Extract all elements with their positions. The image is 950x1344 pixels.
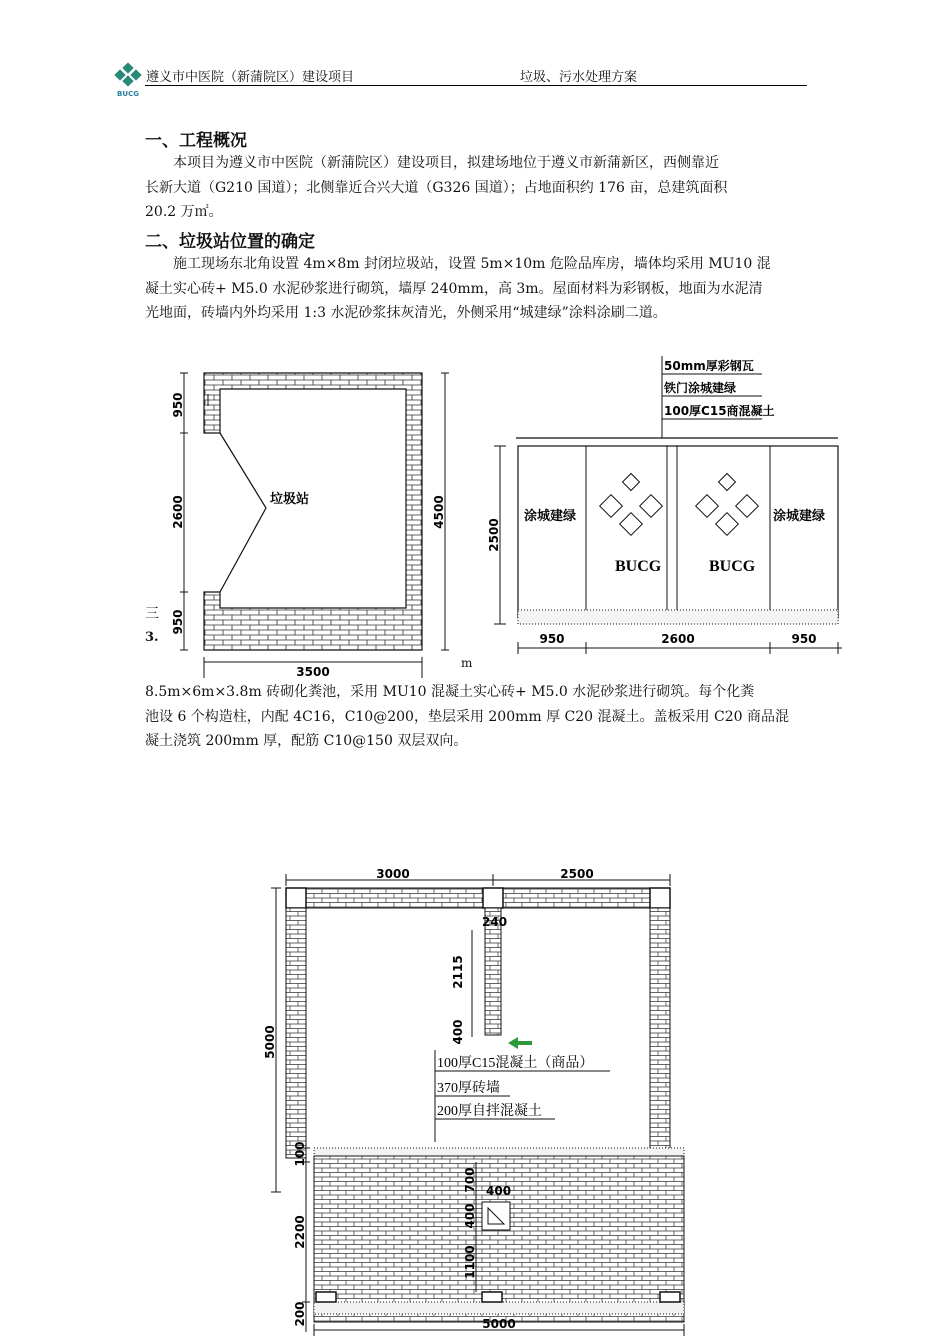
section-1-line: 长新大道（G210 国道）；北侧靠近合兴大道（G326 国道）；占地面积约 176 亩，总建筑面积 — [145, 179, 728, 196]
section-1-paragraph — [145, 151, 807, 225]
garbage-station-elevation — [480, 352, 850, 662]
dim-label: 950 — [171, 609, 185, 635]
section-3-line: 凝土浇筑 200mm 厚，配筋 C10@150 双层双向。 — [145, 733, 468, 749]
section-3-paragraph — [145, 680, 807, 754]
garbage-station-plan — [160, 360, 460, 680]
dim-label: 1100 — [463, 1245, 477, 1279]
section-2-paragraph — [145, 252, 807, 326]
section-2-line: 施工现场东北角设置 4m×8m 封闭垃圾站，设置 5m×10m 危险品库房，墙体均采用 MU10 混 — [173, 256, 771, 272]
dim-label: 200 — [293, 1301, 307, 1327]
section-3-number: 3. — [145, 630, 159, 645]
dim-label: 240 — [482, 915, 508, 929]
plan-label: 垃圾站 — [270, 492, 310, 507]
dim-label: 2500 — [487, 518, 501, 552]
section-note: 370厚砖墙 — [437, 1081, 500, 1096]
panel-text: 涂城建绿 — [773, 509, 826, 524]
section-3-heading-fragment: 三 — [145, 606, 159, 622]
section-note: 200厚自拌混凝土 — [437, 1104, 542, 1119]
dim-label: 2600 — [661, 632, 695, 646]
septic-tank-drawing — [250, 862, 700, 1342]
dim-label: 400 — [486, 1184, 512, 1198]
dim-label: 700 — [463, 1167, 477, 1193]
section-2-heading: 二、垃圾站位置的确定 — [145, 232, 315, 252]
elevation-note: 50mm厚彩钢瓦 — [664, 359, 754, 373]
section-2-line: 光地面，砖墙内外均采用 1:3 水泥砂浆抹灰清光，外侧采用“城建绿”涂料涂刷二道。 — [145, 305, 667, 321]
dim-label: 100 — [293, 1141, 307, 1167]
dim-label: 2500 — [560, 867, 594, 881]
company-logo — [112, 62, 144, 98]
dim-label: 2200 — [293, 1215, 307, 1249]
dim-label: 400 — [451, 1019, 465, 1045]
elevation-note: 铁门涂城建绿 — [664, 381, 737, 395]
section-1-heading: 一、工程概况 — [145, 131, 247, 151]
logo-text: BUCG — [117, 90, 139, 98]
dim-label: 950 — [539, 632, 565, 646]
section-1-line: 本项目为遵义市中医院（新蒲院区）建设项目，拟建场地位于遵义市新蒲新区，西侧靠近 — [173, 155, 719, 171]
dim-label: 3500 — [296, 665, 330, 679]
section-1-line: 20.2 万㎡。 — [145, 204, 223, 220]
dim-label: 950 — [171, 392, 185, 418]
section-note: 100厚C15混凝土（商品） — [437, 1056, 594, 1071]
panel-text: 涂城建绿 — [524, 509, 577, 524]
section-3-line: 池设 6 个构造柱，内配 4C16，C10@200，垫层采用 200mm 厚 C20 混凝土。盖板采用 C20 商品混 — [145, 708, 789, 725]
dim-label: 5000 — [482, 1317, 516, 1331]
section-3-line: 8.5m×6m×3.8m 砖砌化粪池，采用 MU10 混凝土实心砖+ M5.0 水泥砂浆进行砌筑。每个化粪 — [145, 684, 755, 700]
clipped-text: m — [461, 656, 473, 670]
dim-label: 950 — [791, 632, 817, 646]
header-rule — [145, 85, 807, 86]
dim-label: 400 — [463, 1203, 477, 1229]
dim-label: 5000 — [263, 1025, 277, 1059]
header-doc-title: 垃圾、污水处理方案 — [520, 70, 638, 85]
dim-label: 2600 — [171, 495, 185, 529]
arrow-icon — [508, 1037, 532, 1049]
logo-text: BUCG — [709, 558, 756, 575]
dim-label: 2115 — [451, 955, 465, 989]
logo-text: BUCG — [615, 558, 662, 575]
dim-label: 4500 — [432, 495, 446, 529]
elevation-note: 100厚C15商混凝土 — [664, 404, 775, 418]
dim-label: 3000 — [376, 867, 410, 881]
section-2-line: 凝土实心砖+ M5.0 水泥砂浆进行砌筑，墙厚 240mm，高 3m。屋面材料为彩钢板，地面为水泥清 — [145, 280, 763, 297]
header-project: 遵义市中医院（新蒲院区）建设项目 — [146, 70, 355, 85]
